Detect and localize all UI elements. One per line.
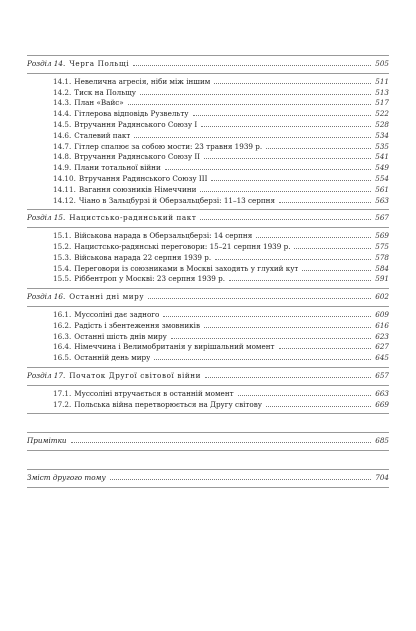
section-number: 14.12. [53,195,76,205]
spacer [27,417,389,429]
dot-leader [204,327,371,328]
dot-leader [148,298,371,299]
section-number: 16.5. [53,353,72,363]
section-page-number: 517 [375,98,389,108]
section-divider [27,288,389,289]
chapter-row [27,213,389,224]
section-row [27,342,389,353]
section-row [27,389,389,400]
section-divider [27,413,389,414]
section-title: Радість і збентеження змовників [74,320,201,330]
section-row [27,185,389,196]
dot-leader [140,94,371,95]
section-row [27,174,389,185]
section-page-number: 623 [375,331,389,341]
section-number: 14.8. [53,152,72,162]
section-page-number: 561 [375,184,389,194]
dot-leader [110,479,372,480]
section-title: Тиск на Польщу [74,87,137,97]
section-number: 16.4. [53,342,72,352]
section-title: Гітлерова відповідь Рузвельту [74,109,189,119]
chapter-label: Розділ 14. [27,59,66,68]
section-title: Муссоліні втручається в останній момент [74,388,234,398]
section-number: 15.5. [53,274,72,284]
section-page-number: 575 [375,241,389,251]
section-number: 15.1. [53,231,72,241]
section-number: 16.3. [53,331,72,341]
section-number: 14.2. [53,87,72,97]
section-page-number: 616 [375,320,389,330]
dot-leader [201,126,371,127]
chapter-page-number: 657 [375,370,389,380]
notes-page-number: 685 [375,436,389,446]
section-title: Ріббентроп у Москві: 23 серпня 1939 р. [74,274,226,284]
section-divider [27,487,389,488]
section-page-number: 534 [375,130,389,140]
contents-title: Зміст другого тому [27,473,106,483]
section-page-number: 578 [375,252,389,262]
dot-leader [193,115,372,116]
section-title: Чіано в Зальцбурзі й Оберзальцберзі: 11–13 серпня [78,195,276,205]
section-title: Польська війна перетворюється на Другу світову [74,399,262,409]
dot-leader [302,270,371,271]
section-title: Невелична агресія, ніби між іншим [74,76,211,86]
section-title: Останні шість днів миру [74,331,167,341]
section-divider [27,55,389,56]
section-page-number: 513 [375,87,389,97]
dot-leader [294,248,371,249]
section-row [27,231,389,242]
section-page-number: 569 [375,231,389,241]
chapter-heading [27,292,144,303]
section-page-number: 669 [375,399,389,409]
section-page-number: 663 [375,388,389,398]
section-page-number: 563 [375,195,389,205]
section-title: Військова нарада в Оберзальцберзі: 14 серпня [74,231,253,241]
section-page-number: 609 [375,309,389,319]
notes-row [27,436,389,447]
chapter-title: Початок Другої світової війни [69,370,202,380]
chapter-label: Розділ 16. [27,292,66,302]
dot-leader [205,377,371,378]
section-page-number: 549 [375,163,389,173]
chapter-heading [27,371,201,382]
section-title: Сталевий пакт [74,130,131,140]
dot-leader [229,280,371,281]
dot-leader [238,395,372,396]
section-title: Муссоліні дає задного [74,309,160,319]
section-number: 14.4. [53,109,72,119]
section-divider [27,367,389,368]
section-row [27,77,389,88]
section-row [27,310,389,321]
section-row [27,163,389,174]
section-title: Переговори із союзниками в Москві заходять у глухий кут [74,263,299,273]
section-divider [27,469,389,470]
section-title: Нацистсько-радянські переговори: 15–21 серпня 1939 р. [74,241,291,251]
dot-leader [266,148,371,149]
dot-leader [211,180,371,181]
section-row [27,400,389,411]
dot-leader [279,348,372,349]
section-number: 14.1. [53,76,72,86]
section-row [27,131,389,142]
chapter-page-number: 505 [375,59,389,68]
dot-leader [214,83,371,84]
contents-row [27,473,389,484]
dot-leader [154,359,371,360]
section-number: 15.3. [53,252,72,262]
chapter-title: Нацистсько-радянський пакт [69,213,197,223]
dot-leader [163,316,371,317]
section-page-number: 645 [375,353,389,363]
dot-leader [200,191,371,192]
dot-leader [134,137,371,138]
section-row [27,142,389,153]
section-title: Німеччина і Велимобританія у вирішальний момент [74,342,275,352]
spacer [27,454,389,466]
section-divider [27,209,389,210]
chapter-heading [27,213,196,224]
section-page-number: 627 [375,342,389,352]
section-row [27,98,389,109]
section-title: Втручання Радянського Союзу I [74,119,198,129]
section-divider [27,432,389,433]
chapter-row [27,59,389,70]
section-page-number: 511 [375,76,389,86]
chapter-label: Розділ 15. [27,213,66,223]
section-row [27,88,389,99]
chapter-heading [27,59,129,70]
section-title: Втручання Радянського Союзу II [74,152,201,162]
section-page-number: 541 [375,152,389,162]
notes-title: Примітки [27,436,67,446]
dot-leader [204,158,371,159]
section-number: 14.6. [53,130,72,140]
contents-page-number: 704 [375,473,389,483]
section-number: 14.7. [53,141,72,151]
section-number: 16.1. [53,309,72,319]
section-number: 14.10. [53,173,76,183]
chapter-page-number: 602 [375,292,389,302]
section-number: 14.11. [53,184,76,194]
section-title: Останній день миру [74,353,151,363]
chapter-label: Розділ 17. [27,370,66,380]
chapter-row [27,292,389,303]
section-number: 16.2. [53,320,72,330]
section-title: Військова нарада 22 серпня 1939 р. [74,252,212,262]
section-row [27,196,389,207]
chapter-row [27,371,389,382]
section-divider [27,227,389,228]
section-page-number: 584 [375,263,389,273]
section-title: Гітлер спалює за собою мости: 23 травня 1939 р. [74,141,263,151]
section-divider [27,450,389,451]
section-number: 14.5. [53,119,72,129]
chapter-title: Останні дні миру [69,292,145,302]
table-of-contents [27,52,389,491]
dot-leader [215,259,371,260]
chapter-title: Черга Польщі [69,59,130,68]
section-divider [27,306,389,307]
dot-leader [165,169,372,170]
dot-leader [256,237,371,238]
section-row [27,264,389,275]
section-number: 15.4. [53,263,72,273]
section-row [27,321,389,332]
chapter-page-number: 567 [375,213,389,223]
section-title: План «Вайс» [74,98,124,108]
section-row [27,242,389,253]
section-divider [27,73,389,74]
section-row [27,152,389,163]
section-row [27,120,389,131]
dot-leader [71,442,372,443]
section-title: Плани тотальної війни [74,163,161,173]
dot-leader [128,104,372,105]
section-page-number: 535 [375,141,389,151]
dot-leader [200,219,371,220]
section-row [27,274,389,285]
section-number: 14.3. [53,98,72,108]
section-row [27,353,389,364]
dot-leader [279,202,371,203]
section-number: 15.2. [53,241,72,251]
section-page-number: 522 [375,109,389,119]
section-number: 14.9. [53,163,72,173]
dot-leader [266,406,371,407]
section-page-number: 591 [375,274,389,284]
section-page-number: 528 [375,119,389,129]
section-row [27,332,389,343]
section-page-number: 554 [375,173,389,183]
section-title: Вагання союзників Німеччини [78,184,197,194]
section-row [27,253,389,264]
dot-leader [133,65,371,66]
section-divider [27,385,389,386]
section-number: 17.1. [53,388,72,398]
section-title: Втручання Радянського Союзу III [78,173,208,183]
dot-leader [171,338,371,339]
section-row [27,109,389,120]
section-number: 17.2. [53,399,72,409]
